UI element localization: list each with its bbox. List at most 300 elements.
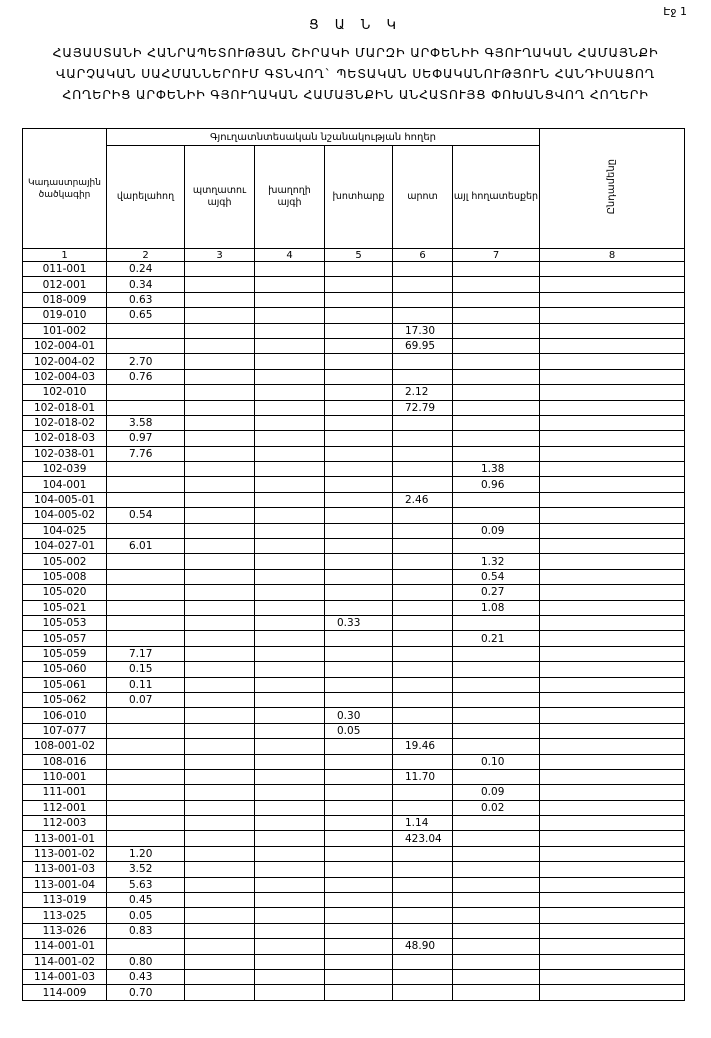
table-row xyxy=(23,539,685,554)
arable-cell: 0.34 xyxy=(107,277,185,292)
pasture-cell: 1.14 xyxy=(393,816,453,831)
other-lands-cell: 0.54 xyxy=(453,569,540,584)
hayfield-cell xyxy=(325,400,393,415)
cadastral-code-cell: 102-004-03 xyxy=(23,369,107,384)
hayfield-cell xyxy=(325,800,393,815)
vineyard-cell xyxy=(255,262,325,277)
total-cell xyxy=(540,708,685,723)
pasture-cell xyxy=(393,800,453,815)
arable-cell: 0.70 xyxy=(107,985,185,1000)
total-cell xyxy=(540,939,685,954)
cadastral-code-cell: 108-016 xyxy=(23,754,107,769)
other-lands-cell: 1.08 xyxy=(453,600,540,615)
vineyard-cell xyxy=(255,985,325,1000)
hayfield-cell xyxy=(325,323,393,338)
hayfield-cell xyxy=(325,662,393,677)
table-row xyxy=(23,708,685,723)
vineyard-cell xyxy=(255,662,325,677)
cadastral-code-cell: 104-001 xyxy=(23,477,107,492)
pasture-cell xyxy=(393,677,453,692)
vineyard-cell xyxy=(255,508,325,523)
arable-cell xyxy=(107,554,185,569)
vineyard-cell xyxy=(255,369,325,384)
pasture-cell xyxy=(393,862,453,877)
pasture-cell xyxy=(393,477,453,492)
orchard-cell xyxy=(185,877,255,892)
hayfield-cell xyxy=(325,739,393,754)
cadastral-code-cell: 105-059 xyxy=(23,646,107,661)
vineyard-cell xyxy=(255,462,325,477)
hayfield-cell xyxy=(325,385,393,400)
other-lands-cell xyxy=(453,862,540,877)
page-number: Էջ 1 xyxy=(663,5,687,18)
arable-cell: 0.76 xyxy=(107,369,185,384)
pasture-cell xyxy=(393,723,453,738)
total-cell xyxy=(540,831,685,846)
pasture-cell xyxy=(393,662,453,677)
total-cell xyxy=(540,893,685,908)
orchard-cell xyxy=(185,923,255,938)
total-cell xyxy=(540,662,685,677)
pasture-cell xyxy=(393,554,453,569)
column-number: 5 xyxy=(325,249,393,262)
hayfield-cell xyxy=(325,985,393,1000)
column-number-row xyxy=(23,249,685,262)
cadastral-code-cell: 108-001-02 xyxy=(23,739,107,754)
column-number: 7 xyxy=(453,249,540,262)
total-cell xyxy=(540,508,685,523)
orchard-cell xyxy=(185,662,255,677)
table-row xyxy=(23,662,685,677)
arable-cell: 0.83 xyxy=(107,923,185,938)
table-row xyxy=(23,785,685,800)
pasture-cell xyxy=(393,446,453,461)
vineyard-cell xyxy=(255,708,325,723)
table-row xyxy=(23,354,685,369)
other-lands-cell xyxy=(453,769,540,784)
vineyard-cell xyxy=(255,692,325,707)
hayfield-cell xyxy=(325,585,393,600)
hayfield-cell xyxy=(325,492,393,507)
orchard-cell xyxy=(185,554,255,569)
total-cell xyxy=(540,769,685,784)
header-vineyard: խաղողի այգի xyxy=(255,146,325,249)
header-arable: վարելահող xyxy=(107,146,185,249)
pasture-cell: 72.79 xyxy=(393,400,453,415)
orchard-cell xyxy=(185,338,255,353)
total-cell xyxy=(540,862,685,877)
pasture-cell xyxy=(393,923,453,938)
other-lands-cell xyxy=(453,338,540,353)
pasture-cell xyxy=(393,600,453,615)
table-row xyxy=(23,600,685,615)
other-lands-cell: 0.09 xyxy=(453,523,540,538)
hayfield-cell xyxy=(325,539,393,554)
hayfield-cell xyxy=(325,477,393,492)
table-row xyxy=(23,677,685,692)
orchard-cell xyxy=(185,508,255,523)
total-cell xyxy=(540,646,685,661)
arable-cell: 7.17 xyxy=(107,646,185,661)
table-row xyxy=(23,723,685,738)
pasture-cell xyxy=(393,585,453,600)
other-lands-cell xyxy=(453,400,540,415)
pasture-cell xyxy=(393,569,453,584)
cadastral-code-cell: 114-009 xyxy=(23,985,107,1000)
table-row xyxy=(23,277,685,292)
orchard-cell xyxy=(185,585,255,600)
orchard-cell xyxy=(185,415,255,430)
cadastral-code-cell: 105-020 xyxy=(23,585,107,600)
pasture-cell xyxy=(393,969,453,984)
orchard-cell xyxy=(185,846,255,861)
orchard-cell xyxy=(185,308,255,323)
table-row xyxy=(23,446,685,461)
total-cell xyxy=(540,415,685,430)
orchard-cell xyxy=(185,323,255,338)
other-lands-cell: 0.10 xyxy=(453,754,540,769)
table-row xyxy=(23,954,685,969)
hayfield-cell xyxy=(325,292,393,307)
pasture-cell xyxy=(393,893,453,908)
table-row xyxy=(23,615,685,630)
arable-cell xyxy=(107,615,185,630)
arable-cell xyxy=(107,600,185,615)
other-lands-cell: 1.32 xyxy=(453,554,540,569)
cadastral-code-cell: 114-001-01 xyxy=(23,939,107,954)
hayfield-cell xyxy=(325,369,393,384)
cadastral-code-cell: 113-001-02 xyxy=(23,846,107,861)
header-other-lands: այլ հողատեսքեր xyxy=(453,146,540,249)
column-number: 6 xyxy=(393,249,453,262)
header-orchard: պտղատու այգի xyxy=(185,146,255,249)
other-lands-cell xyxy=(453,723,540,738)
table-row xyxy=(23,769,685,784)
total-cell xyxy=(540,308,685,323)
arable-cell: 0.11 xyxy=(107,677,185,692)
total-cell xyxy=(540,816,685,831)
orchard-cell xyxy=(185,523,255,538)
arable-cell xyxy=(107,708,185,723)
other-lands-cell xyxy=(453,369,540,384)
table-row xyxy=(23,308,685,323)
column-number: 1 xyxy=(23,249,107,262)
pasture-cell xyxy=(393,846,453,861)
pasture-cell: 19.46 xyxy=(393,739,453,754)
vineyard-cell xyxy=(255,800,325,815)
hayfield-cell xyxy=(325,554,393,569)
total-cell xyxy=(540,338,685,353)
arable-cell: 0.45 xyxy=(107,893,185,908)
arable-cell xyxy=(107,723,185,738)
total-cell xyxy=(540,631,685,646)
total-cell xyxy=(540,754,685,769)
hayfield-cell xyxy=(325,877,393,892)
cadastral-code-cell: 112-001 xyxy=(23,800,107,815)
vineyard-cell xyxy=(255,539,325,554)
total-cell xyxy=(540,969,685,984)
orchard-cell xyxy=(185,492,255,507)
table-row xyxy=(23,415,685,430)
arable-cell xyxy=(107,385,185,400)
orchard-cell xyxy=(185,354,255,369)
cadastral-code-cell: 101-002 xyxy=(23,323,107,338)
table-row xyxy=(23,492,685,507)
pasture-cell xyxy=(393,954,453,969)
total-cell xyxy=(540,877,685,892)
cadastral-code-cell: 019-010 xyxy=(23,308,107,323)
orchard-cell xyxy=(185,262,255,277)
header-total xyxy=(540,129,685,249)
cadastral-code-cell: 012-001 xyxy=(23,277,107,292)
column-number: 4 xyxy=(255,249,325,262)
hayfield-cell: 0.30 xyxy=(325,708,393,723)
hayfield-cell xyxy=(325,446,393,461)
other-lands-cell: 0.09 xyxy=(453,785,540,800)
arable-cell: 0.15 xyxy=(107,662,185,677)
table-row xyxy=(23,877,685,892)
other-lands-cell xyxy=(453,739,540,754)
orchard-cell xyxy=(185,908,255,923)
table-row xyxy=(23,462,685,477)
total-cell xyxy=(540,923,685,938)
orchard-cell xyxy=(185,862,255,877)
header-cadastral-code: Կադաստրային ծածկագիր xyxy=(23,129,107,249)
document-title: Ց Ա Ն Կ xyxy=(308,18,403,33)
arable-cell: 3.58 xyxy=(107,415,185,430)
table-row xyxy=(23,385,685,400)
column-number: 8 xyxy=(540,249,685,262)
other-lands-cell xyxy=(453,277,540,292)
hayfield-cell xyxy=(325,769,393,784)
orchard-cell xyxy=(185,739,255,754)
other-lands-cell xyxy=(453,385,540,400)
total-cell xyxy=(540,692,685,707)
header-agricultural-lands: Գյուղատնտեսական նշանակության հողեր xyxy=(107,129,540,146)
cadastral-code-cell: 113-001-01 xyxy=(23,831,107,846)
hayfield-cell xyxy=(325,631,393,646)
cadastral-code-cell: 105-021 xyxy=(23,600,107,615)
other-lands-cell xyxy=(453,831,540,846)
vineyard-cell xyxy=(255,969,325,984)
arable-cell xyxy=(107,523,185,538)
other-lands-cell xyxy=(453,262,540,277)
pasture-cell xyxy=(393,277,453,292)
orchard-cell xyxy=(185,677,255,692)
arable-cell: 3.52 xyxy=(107,862,185,877)
other-lands-cell xyxy=(453,308,540,323)
arable-cell: 0.43 xyxy=(107,969,185,984)
pasture-cell xyxy=(393,292,453,307)
arable-cell xyxy=(107,739,185,754)
cadastral-code-cell: 102-010 xyxy=(23,385,107,400)
table-row xyxy=(23,862,685,877)
other-lands-cell xyxy=(453,446,540,461)
orchard-cell xyxy=(185,631,255,646)
table-row xyxy=(23,554,685,569)
orchard-cell xyxy=(185,385,255,400)
hayfield-cell xyxy=(325,939,393,954)
vineyard-cell xyxy=(255,308,325,323)
table-row xyxy=(23,338,685,353)
vineyard-cell xyxy=(255,739,325,754)
total-cell xyxy=(540,462,685,477)
arable-cell xyxy=(107,754,185,769)
land-table xyxy=(22,128,685,1001)
arable-cell xyxy=(107,492,185,507)
orchard-cell xyxy=(185,954,255,969)
cadastral-code-cell: 106-010 xyxy=(23,708,107,723)
vineyard-cell xyxy=(255,862,325,877)
total-cell xyxy=(540,354,685,369)
hayfield-cell xyxy=(325,954,393,969)
arable-cell: 1.20 xyxy=(107,846,185,861)
arable-cell xyxy=(107,400,185,415)
hayfield-cell xyxy=(325,262,393,277)
hayfield-cell xyxy=(325,354,393,369)
other-lands-cell xyxy=(453,816,540,831)
orchard-cell xyxy=(185,708,255,723)
vineyard-cell xyxy=(255,431,325,446)
orchard-cell xyxy=(185,939,255,954)
other-lands-cell xyxy=(453,969,540,984)
table-row xyxy=(23,985,685,1000)
table-row xyxy=(23,400,685,415)
vineyard-cell xyxy=(255,877,325,892)
table-row xyxy=(23,893,685,908)
other-lands-cell xyxy=(453,954,540,969)
vineyard-cell xyxy=(255,323,325,338)
other-lands-cell xyxy=(453,923,540,938)
cadastral-code-cell: 110-001 xyxy=(23,769,107,784)
vineyard-cell xyxy=(255,754,325,769)
orchard-cell xyxy=(185,462,255,477)
other-lands-cell: 0.02 xyxy=(453,800,540,815)
pasture-cell: 2.12 xyxy=(393,385,453,400)
vineyard-cell xyxy=(255,277,325,292)
table-row xyxy=(23,739,685,754)
arable-cell: 0.24 xyxy=(107,262,185,277)
pasture-cell xyxy=(393,354,453,369)
cadastral-code-cell: 104-005-01 xyxy=(23,492,107,507)
table-row xyxy=(23,800,685,815)
cadastral-code-cell: 113-026 xyxy=(23,923,107,938)
arable-cell: 0.07 xyxy=(107,692,185,707)
cadastral-code-cell: 102-039 xyxy=(23,462,107,477)
vineyard-cell xyxy=(255,816,325,831)
arable-cell xyxy=(107,831,185,846)
orchard-cell xyxy=(185,400,255,415)
table-row xyxy=(23,846,685,861)
cadastral-code-cell: 102-018-03 xyxy=(23,431,107,446)
hayfield-cell xyxy=(325,893,393,908)
other-lands-cell: 1.38 xyxy=(453,462,540,477)
table-row xyxy=(23,754,685,769)
hayfield-cell xyxy=(325,415,393,430)
hayfield-cell xyxy=(325,308,393,323)
hayfield-cell xyxy=(325,677,393,692)
heading-line-3: ՀՈՂԵՐԻՑ ԱՐՓԵՆԻԻ ԳՅՈՒՂԱԿԱՆ ՀԱՄԱՅՆՔԻՆ ԱՆՀԱՏՈՒՅՑ ՓՈԽԱՆՑՎՈՂ ՀՈՂԵՐԻ xyxy=(62,87,649,102)
total-cell xyxy=(540,431,685,446)
orchard-cell xyxy=(185,692,255,707)
hayfield-cell xyxy=(325,646,393,661)
hayfield-cell xyxy=(325,462,393,477)
column-number: 2 xyxy=(107,249,185,262)
vineyard-cell xyxy=(255,769,325,784)
pasture-cell xyxy=(393,539,453,554)
pasture-cell xyxy=(393,431,453,446)
pasture-cell xyxy=(393,262,453,277)
other-lands-cell xyxy=(453,708,540,723)
vineyard-cell xyxy=(255,923,325,938)
hayfield-cell xyxy=(325,846,393,861)
table-row xyxy=(23,646,685,661)
vineyard-cell xyxy=(255,831,325,846)
orchard-cell xyxy=(185,754,255,769)
total-cell xyxy=(540,908,685,923)
cadastral-code-cell: 011-001 xyxy=(23,262,107,277)
arable-cell: 0.54 xyxy=(107,508,185,523)
arable-cell xyxy=(107,816,185,831)
orchard-cell xyxy=(185,369,255,384)
total-cell xyxy=(540,954,685,969)
vineyard-cell xyxy=(255,554,325,569)
vineyard-cell xyxy=(255,939,325,954)
cadastral-code-cell: 105-053 xyxy=(23,615,107,630)
total-cell xyxy=(540,277,685,292)
vineyard-cell xyxy=(255,523,325,538)
other-lands-cell xyxy=(453,292,540,307)
vineyard-cell xyxy=(255,893,325,908)
total-cell xyxy=(540,554,685,569)
total-cell xyxy=(540,800,685,815)
cadastral-code-cell: 102-018-02 xyxy=(23,415,107,430)
cadastral-code-cell: 107-077 xyxy=(23,723,107,738)
total-cell xyxy=(540,677,685,692)
cadastral-code-cell: 104-025 xyxy=(23,523,107,538)
cadastral-code-cell: 104-027-01 xyxy=(23,539,107,554)
vineyard-cell xyxy=(255,846,325,861)
table-row xyxy=(23,939,685,954)
table-row xyxy=(23,923,685,938)
pasture-cell xyxy=(393,615,453,630)
hayfield-cell xyxy=(325,908,393,923)
vineyard-cell xyxy=(255,785,325,800)
total-cell xyxy=(540,569,685,584)
hayfield-cell xyxy=(325,569,393,584)
orchard-cell xyxy=(185,985,255,1000)
orchard-cell xyxy=(185,600,255,615)
arable-cell: 5.63 xyxy=(107,877,185,892)
arable-cell xyxy=(107,769,185,784)
pasture-cell xyxy=(393,877,453,892)
vineyard-cell xyxy=(255,354,325,369)
arable-cell xyxy=(107,585,185,600)
pasture-cell: 69.95 xyxy=(393,338,453,353)
other-lands-cell xyxy=(453,646,540,661)
hayfield-cell xyxy=(325,523,393,538)
orchard-cell xyxy=(185,569,255,584)
total-cell xyxy=(540,615,685,630)
arable-cell: 0.65 xyxy=(107,308,185,323)
vineyard-cell xyxy=(255,385,325,400)
orchard-cell xyxy=(185,785,255,800)
hayfield-cell xyxy=(325,816,393,831)
hayfield-cell xyxy=(325,831,393,846)
total-cell xyxy=(540,539,685,554)
pasture-cell: 11.70 xyxy=(393,769,453,784)
cadastral-code-cell: 102-004-02 xyxy=(23,354,107,369)
